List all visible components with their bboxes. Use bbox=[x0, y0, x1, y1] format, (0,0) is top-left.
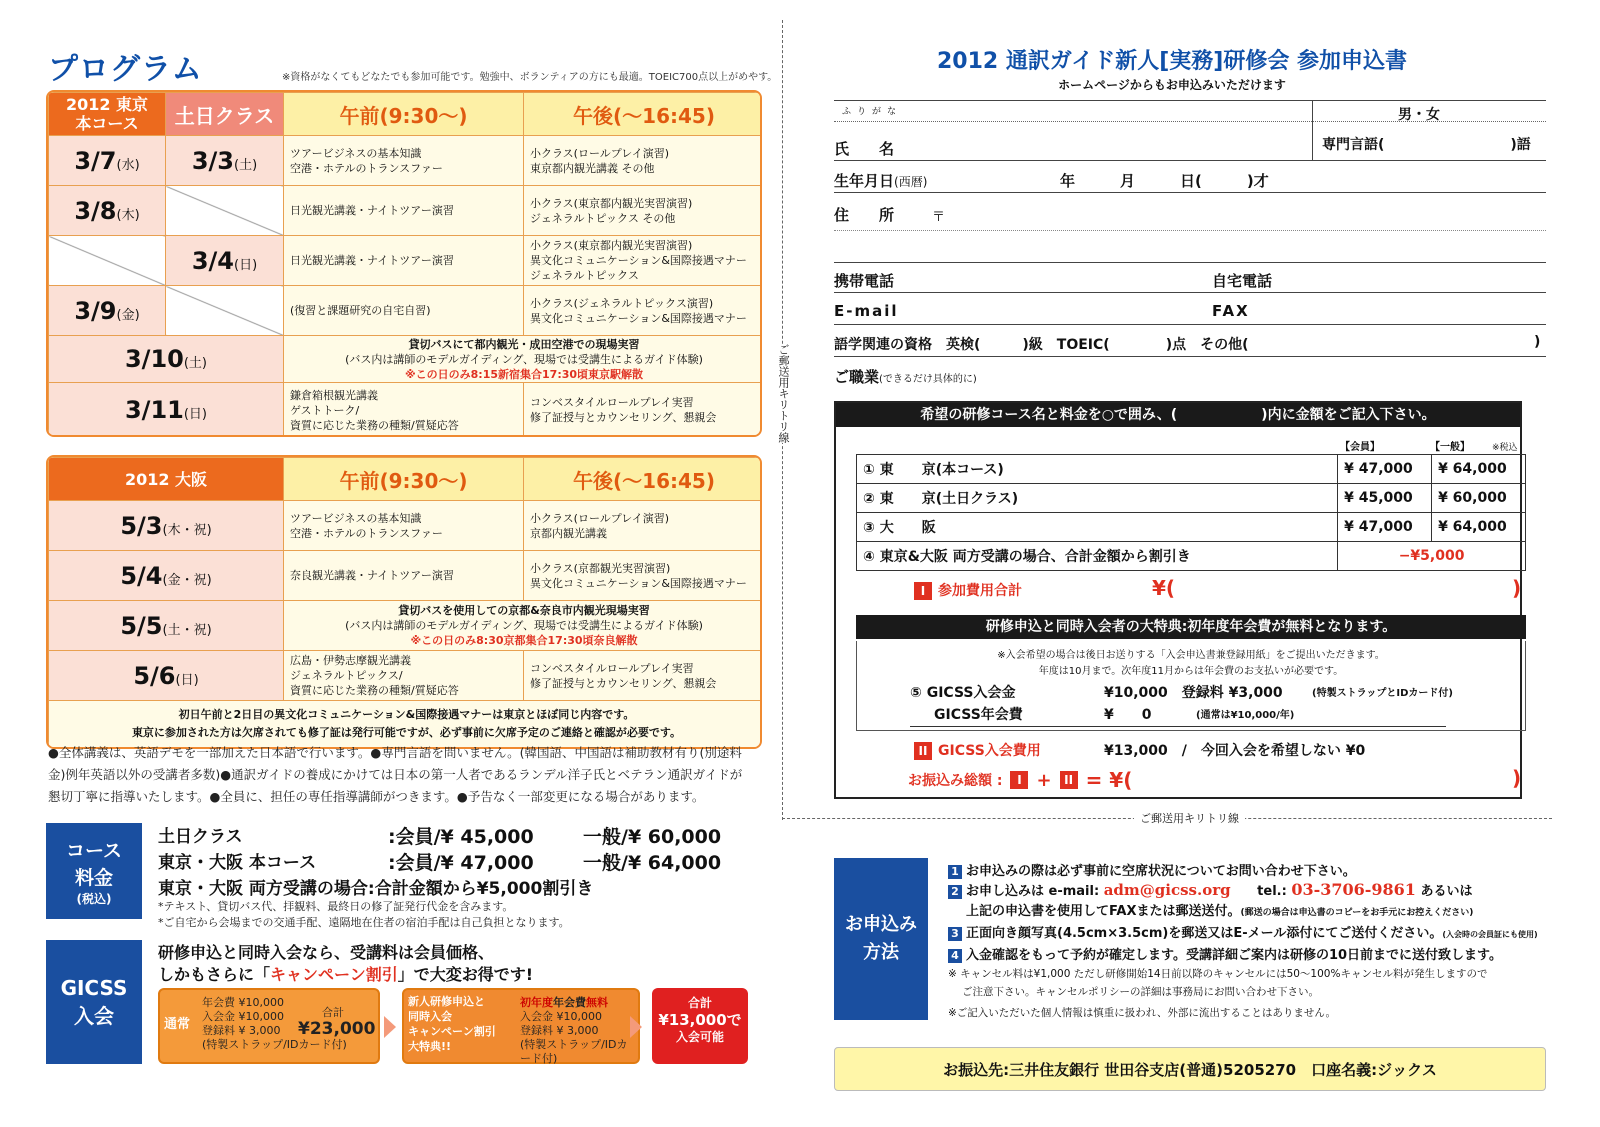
date-cell: 5/6(日) bbox=[49, 651, 284, 701]
osaka-footnote: 初日午前と2日目の異文化コミュニケーション&国際接遇マナーは東京とほぼ同じ内容です。 東京に参加された方は欠席されても修了証は発行可能ですが、必ず事前に欠席予定のご連絡と確認が必要です。 bbox=[49, 701, 763, 748]
grand-total-field[interactable]: お振込み総額 : I + II = ¥( bbox=[908, 768, 1133, 792]
general-column-header: 【一般】 bbox=[1430, 442, 1470, 453]
course-fee-label: コース 料金 (税込) bbox=[46, 823, 142, 919]
pm-activity: 小クラス(ロールプレイ演習) 京都内観光講義 bbox=[524, 501, 763, 551]
gender-field[interactable]: 男・女 bbox=[1398, 107, 1440, 123]
fax-field[interactable]: FAX bbox=[1212, 302, 1250, 320]
program-title: プログラム bbox=[48, 52, 203, 87]
am-activity: 広島・伊勢志摩観光講義 ジェネラルトピックス/ 資質に応じた業務の種類/質疑応答 bbox=[284, 651, 524, 701]
email-field[interactable]: E-mail bbox=[834, 302, 899, 320]
participation-total-yen[interactable]: ¥( bbox=[1152, 576, 1176, 600]
date-cell: 3/11(日) bbox=[49, 383, 284, 438]
pm-activity: コンベスタイルロールプレイ実習 修了証授与とカウンセリング、懇親会 bbox=[524, 383, 763, 438]
gicss-headline-1: 研修申込と同時入会なら、受講料は会員価格、 bbox=[158, 943, 495, 962]
table-row[interactable]: ③ 大 阪 ¥ 47,000 ¥ 64,000 bbox=[857, 513, 1526, 542]
tax-note: ※税込 bbox=[1492, 443, 1518, 453]
apply-step-4: 4 入金確認をもって予約が確定します。受講詳細ご案内は研修の10日前までに送付致します。 bbox=[948, 944, 1502, 963]
gicss-total-field[interactable]: II GICSS入会費用 bbox=[914, 740, 1041, 760]
apply-step-1: 1 お申込みの際は必ず事前に空席状況についてお問い合わせ下さい。 bbox=[948, 860, 1356, 879]
am-activity: (復習と課題研究の自宅自習) bbox=[284, 286, 524, 336]
gicss-fee-underline bbox=[910, 726, 1446, 727]
am-activity: ツアービジネスの基本知識 空港・ホテルのトランスファー bbox=[284, 501, 524, 551]
am-activity: 日光観光講義・ナイトツアー演習 bbox=[284, 236, 524, 286]
eligibility-note: ※資格がなくてもどなたでも参加可能です。勉強中、ボランティアの方にも最適。TOEIC700点以上がめやす。 bbox=[282, 72, 778, 83]
normal-fee-box: 通常 年会費 ¥10,000 入会金 ¥10,000 登録料 ¥ 3,000 (特製ストラップ/IDカード付) 合計 ¥23,000 bbox=[158, 988, 380, 1064]
field-trip-activity: 貸切バスを使用しての京都&奈良市内観光現場実習 (バス内は講師のモデルガイディング、現場では受講生によるガイド体験) ※この日のみ8:30京都集合17:30頃奈良解散 bbox=[284, 601, 763, 651]
address-field[interactable]: 住 所 bbox=[834, 206, 895, 224]
pm-activity: コンベスタイルロールプレイ実習 修了証授与とカウンセリング、懇親会 bbox=[524, 651, 763, 701]
gicss-entry-fee[interactable]: ⑤ GICSS入会金 bbox=[910, 685, 1016, 701]
pm-activity: 小クラス(東京都内観光実習演習) ジェネラルトピックス その他 bbox=[524, 186, 763, 236]
gicss-note-2: 年度は10月まで。次年度11月からは年会費のお支払いが必要です。 bbox=[1038, 666, 1344, 677]
birthdate-inputs[interactable]: 年 月 日( )才 bbox=[1060, 172, 1269, 190]
gicss-entry-fee-value: ¥10,000 登録料 ¥3,000 bbox=[1104, 685, 1283, 701]
tokyo-course-header: 2012 東京 本コース bbox=[49, 93, 166, 136]
date-cell: 5/3(木・祝) bbox=[49, 501, 284, 551]
date-cell: 5/5(土・祝) bbox=[49, 601, 284, 651]
am-activity: ツアービジネスの基本知識 空港・ホテルのトランスファー bbox=[284, 136, 524, 186]
gicss-annual-fee[interactable]: GICSS年会費 bbox=[934, 707, 1023, 723]
date-cell: 3/3(土) bbox=[166, 136, 284, 186]
form-title: 2012 通訳ガイド新人[実務]研修会 参加申込書 bbox=[937, 49, 1407, 74]
am-header: 午前(9:30〜) bbox=[284, 93, 524, 136]
fee-note-2: *ご自宅から会場までの交通手配、遠隔地在住者の宿泊手配は自己負担となります。 bbox=[158, 916, 570, 929]
arrow-icon bbox=[630, 1016, 642, 1038]
cut-line-label-vertical: ご郵送用キリトリ線 bbox=[774, 344, 790, 443]
gicss-headline-2: しかもさらに「キャンペーン割引」で大変お得です! bbox=[158, 965, 534, 984]
qualification-close: ) bbox=[1534, 334, 1541, 350]
am-activity: 鎌倉箱根観光講義 ゲストトーク/ 資質に応じた業務の種類/質疑応答 bbox=[284, 383, 524, 438]
cut-line-label-horizontal: ご郵送用キリトリ線 bbox=[1134, 810, 1245, 826]
course-price-table bbox=[856, 454, 1526, 571]
cancel-note-1: ※ キャンセル料は¥1,000 ただし研修開始14日前以降のキャンセルには50〜100%キャンセル料が発生しますので bbox=[948, 968, 1488, 980]
participation-total-field[interactable]: I 参加費用合計 bbox=[914, 580, 1022, 600]
pm-header: 午後(〜16:45) bbox=[524, 458, 763, 501]
pm-activity: 小クラス(東京都内観光実習演習) 異文化コミュニケーション&国際接遇マナー ジェネラルトピックス bbox=[524, 236, 763, 286]
date-cell: 3/8(木) bbox=[49, 186, 166, 236]
pm-activity: 小クラス(ロールプレイ演習) 東京都内観光講義 その他 bbox=[524, 136, 763, 186]
am-header: 午前(9:30〜) bbox=[284, 458, 524, 501]
date-cell: 3/7(水) bbox=[49, 136, 166, 186]
gicss-benefit-bar: 研修申込と同時入会者の大特典:初年度年会費が無料となります。 bbox=[856, 615, 1526, 639]
table-row[interactable]: ② 東 京(土日クラス) ¥ 45,000 ¥ 60,000 bbox=[857, 484, 1526, 513]
fee-weekend: 土日クラス :会員/¥ 45,000 一般/¥ 60,000 bbox=[158, 826, 722, 848]
field-trip-activity: 貸切バスにて都内観光・成田空港での現場実習 (バス内は講師のモデルガイディング、現場では受講生によるガイド体験) ※この日のみ8:15新宿集合17:30頃東京駅解散 bbox=[284, 336, 763, 383]
postal-mark: 〒 bbox=[932, 210, 946, 225]
fee-main-course: 東京・大阪 本コース :会員/¥ 47,000 一般/¥ 64,000 bbox=[158, 852, 722, 874]
name-field[interactable]: 氏 名 bbox=[834, 140, 895, 158]
empty-cell bbox=[166, 186, 284, 236]
apply-step-3: 3 正面向き顔写真(4.5cm×3.5cm)を郵送又はE-メール添付にてご送付ください。(入会時の会員証にも使用) bbox=[948, 922, 1538, 941]
pm-header: 午後(〜16:45) bbox=[524, 93, 763, 136]
gicss-entry-fee-note: (特製ストラップとIDカード付) bbox=[1312, 688, 1453, 699]
table-row[interactable]: ① 東 京(本コース) ¥ 47,000 ¥ 64,000 bbox=[857, 455, 1526, 484]
table-row[interactable]: ④ 東京&大阪 両方受講の場合、合計金額から割引き −¥5,000 bbox=[857, 542, 1526, 571]
empty-cell bbox=[49, 236, 166, 286]
osaka-course-header: 2012 大阪 bbox=[49, 458, 284, 501]
am-activity: 奈良観光講義・ナイトツアー演習 bbox=[284, 551, 524, 601]
apply-step-2: 2 お申し込みは e-mail: adm@gicss.org tel.: 03-3706-9861 あるいは bbox=[948, 880, 1472, 899]
furigana-label: ふりがな bbox=[842, 107, 903, 117]
date-cell: 3/10(土) bbox=[49, 336, 284, 383]
mobile-field[interactable]: 携帯電話 bbox=[834, 272, 895, 290]
gicss-label: GICSS 入会 bbox=[46, 940, 142, 1064]
fee-note-1: *テキスト、貸切バス代、拝観料、最終日の修了証発行代金を含みます。 bbox=[158, 900, 514, 913]
campaign-total-box: 合計 ¥13,000で 入会可能 bbox=[652, 988, 748, 1064]
fee-both-discount: 東京・大阪 両方受講の場合:合計金額から¥5,000割引き bbox=[158, 879, 594, 899]
course-instruction-bar: 希望の研修コース名と料金を○で囲み、( )内に金額をご記入下さい。 bbox=[836, 403, 1520, 427]
gicss-annual-fee-value: ¥ 0 bbox=[1104, 707, 1152, 723]
occupation-field[interactable]: ご職業(できるだけ具体的に) bbox=[834, 368, 977, 386]
gicss-total-value: ¥13,000 / 今回入会を希望しない ¥0 bbox=[1104, 743, 1366, 759]
weekend-class-header: 土日クラス bbox=[166, 93, 284, 136]
grand-total-close: ) bbox=[1512, 766, 1522, 790]
date-cell: 5/4(金・祝) bbox=[49, 551, 284, 601]
am-activity: 日光観光講義・ナイトツアー演習 bbox=[284, 186, 524, 236]
tokyo-schedule bbox=[46, 90, 762, 437]
cancel-note-2: ご注意下さい。キャンセルポリシーの詳細は事務局にお問い合わせ下さい。 bbox=[962, 986, 1319, 998]
pm-activity: 小クラス(ジェネラルトピックス演習) 異文化コミュニケーション&国際接遇マナー bbox=[524, 286, 763, 336]
home-phone-field[interactable]: 自宅電話 bbox=[1212, 272, 1273, 290]
gicss-annual-fee-note: (通常は¥10,000/年) bbox=[1196, 710, 1295, 721]
arrow-icon bbox=[384, 1016, 396, 1038]
language-field[interactable]: 専門言語( )語 bbox=[1322, 137, 1531, 153]
date-cell: 3/9(金) bbox=[49, 286, 166, 336]
osaka-schedule bbox=[46, 455, 762, 749]
bank-transfer-info: お振込先:三井住友銀行 世田谷支店(普通)5205270 口座名義:ジックス bbox=[834, 1047, 1546, 1091]
pm-activity: 小クラス(京都観光実習演習) 異文化コミュニケーション&国際接遇マナー bbox=[524, 551, 763, 601]
campaign-fee-box: 新人研修申込と 同時入会 キャンペーン割引 大特典!! 初年度年会費無料 入会金 ¥10,000 登録料 ¥ 3,000 (特製ストラップ/IDカード付) bbox=[402, 988, 640, 1064]
gicss-note-1: ※入会希望の場合は後日お送りする「入会申込書兼登録用紙」をご提出いただきます。 bbox=[997, 650, 1385, 661]
birthdate-field[interactable]: 生年月日(西暦) bbox=[834, 172, 928, 190]
qualification-field[interactable]: 語学関連の資格 英検( )級 TOEIC( )点 その他( bbox=[834, 337, 1249, 353]
apply-step-2-cont: 上記の申込書を使用してFAXまたは郵送送付。(郵送の場合は申込書のコピーをお手元にお控えください) bbox=[966, 904, 1474, 919]
date-cell: 3/4(日) bbox=[166, 236, 284, 286]
empty-cell bbox=[166, 286, 284, 336]
privacy-note: ※ご記入いただいた個人情報は慎重に扱われ、外部に流出することはありません。 bbox=[948, 1007, 1337, 1019]
form-subtitle: ホームページからもお申込みいただけます bbox=[1058, 78, 1286, 92]
apply-method-label: お申込み 方法 bbox=[834, 858, 928, 1020]
member-column-header: 【会員】 bbox=[1340, 442, 1380, 453]
participation-total-close: ) bbox=[1512, 576, 1522, 600]
general-notes: ●全体講義は、英語デモを一部加えた日本語で行います。●専門言語を問いません。(韓国語、中国語は補助教材有り(別途料金)例年英語以外の受講者多数)●通訳ガイドの養成にかけては日本の第一人者であるランデル洋子氏とベテラン通訳ガイドが懇切丁寧に指導いたします。●全員に、担任の専任指導講師がつきます。●予告なく一部変更になる場合があります。 bbox=[48, 745, 743, 804]
